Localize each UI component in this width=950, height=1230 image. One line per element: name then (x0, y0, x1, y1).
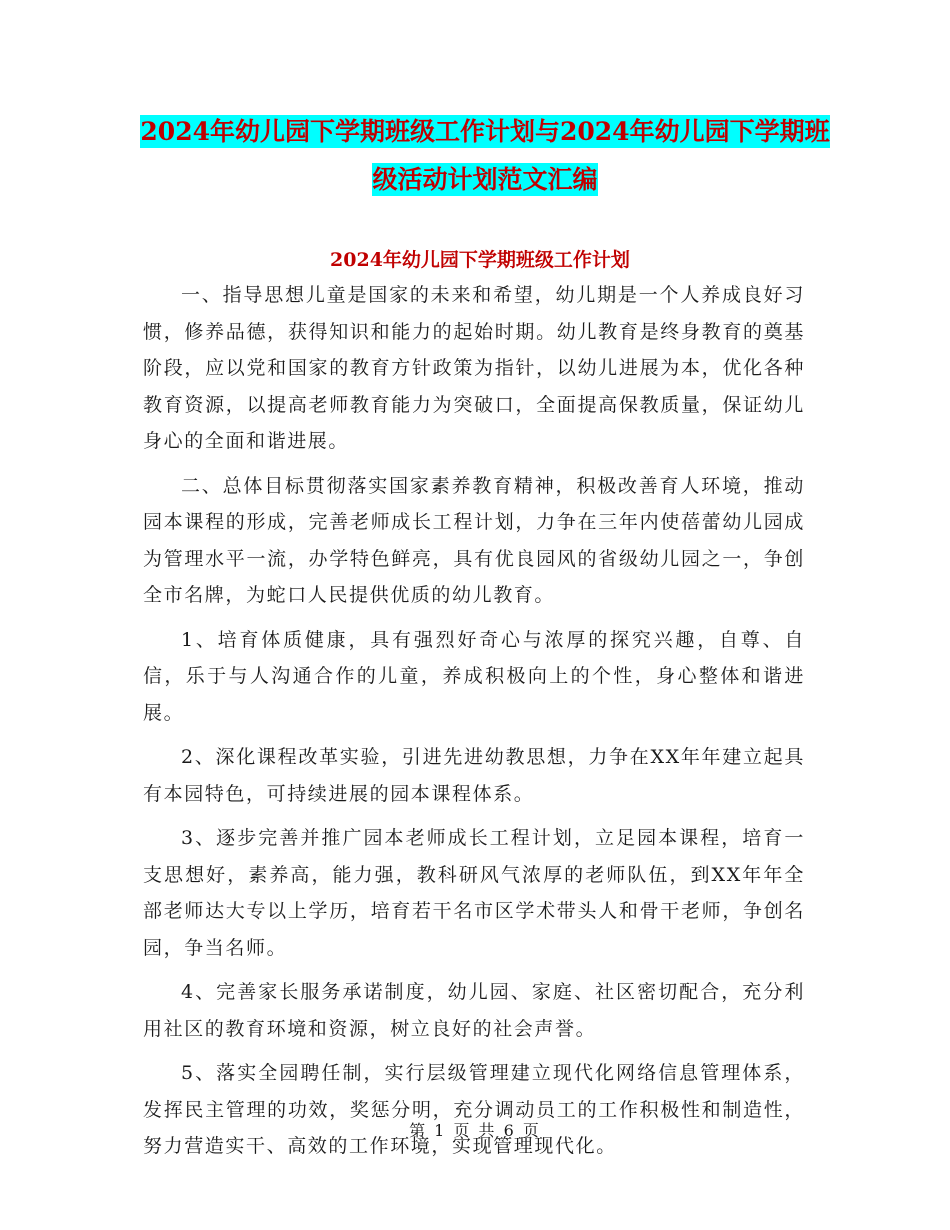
paragraph-overall-goal: 二、总体目标贯彻落实国家素养教育精神，积极改善育人环境，推动园本课程的形成，完善老师成长工程计划，力争在三年内使蓓蕾幼儿园成为管理水平一流，办学特色鲜亮，具有优良园风的省级幼儿园之一，争创全市名牌，为蛇口人民提供优质的幼儿教育。 (143, 474, 805, 606)
document-title-text: 2024年幼儿园下学期班级工作计划与2024年幼儿园下学期班级活动计划范文汇编 (140, 117, 830, 194)
document-body (143, 277, 805, 1173)
paragraph-guiding-ideology: 一、指导思想儿童是国家的未来和希望，幼儿期是一个人养成良好习惯，修养品德，获得知识和能力的起始时期。幼儿教育是终身教育的奠基阶段，应以党和国家的教育方针政策为指针，以幼儿进展为本，优化各种教育资源，以提高老师教育能力为突破口，全面提高保教质量，保证幼儿身心的全面和谐进展。 (143, 284, 805, 452)
page-footer: 第 1 页 共 6 页 (409, 1121, 541, 1140)
paragraph-item-2: 2、深化课程改革实验，引进先进幼教思想，力争在XX年年建立起具有本园特色，可持续进展的园本课程体系。 (143, 746, 805, 805)
paragraph-item-3: 3、逐步完善并推广园本老师成长工程计划，立足园本课程，培育一支思想好，素养高，能力强，教科研风气浓厚的老师队伍，到XX年年全部老师达大专以上学历，培育若干名市区学术带头人和骨干老师，争创名园，争当名师。 (143, 827, 805, 959)
document-title (140, 108, 830, 204)
paragraph-item-4: 4、完善家长服务承诺制度，幼儿园、家庭、社区密切配合，充分利用社区的教育环境和资源，树立良好的社会声誉。 (143, 981, 805, 1040)
paragraph-item-5: 5、落实全园聘任制，实行层级管理建立现代化网络信息管理体系，发挥民主管理的功效，奖惩分明，充分调动员工的工作积极性和制造性，努力营造实干、高效的工作环境，实现管理现代化。 (143, 1062, 805, 1157)
paragraph-item-1: 1、培育体质健康，具有强烈好奇心与浓厚的探究兴趣，自尊、自信，乐于与人沟通合作的儿童，养成积极向上的个性，身心整体和谐进展。 (143, 628, 805, 724)
section-title: 2024年幼儿园下学期班级工作计划 (330, 249, 630, 271)
